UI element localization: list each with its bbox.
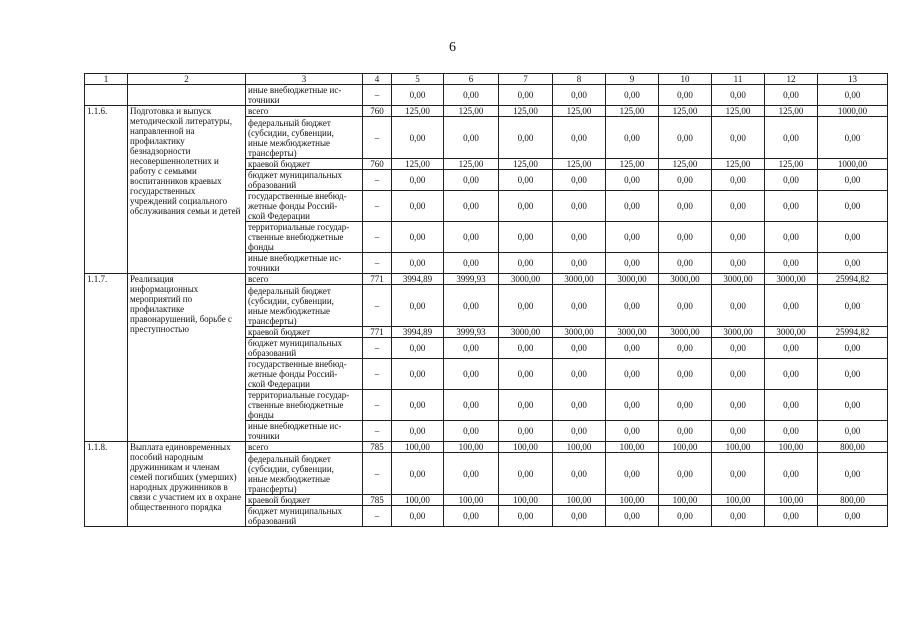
amount-cell: 125,00 — [659, 159, 712, 170]
amount-cell: 3999,93 — [444, 327, 499, 338]
amount-cell: 0,00 — [606, 85, 659, 106]
table-row — [85, 85, 888, 106]
amount-cell: 0,00 — [392, 85, 444, 106]
amount-cell: 0,00 — [553, 170, 606, 191]
amount-cell: 3000,00 — [606, 327, 659, 338]
amount-cell: 125,00 — [712, 159, 765, 170]
amount-cell: 0,00 — [444, 170, 499, 191]
amount-cell: 0,00 — [712, 191, 765, 222]
page-number: 6 — [449, 40, 456, 55]
funding-source: иные внебюджетные ис- точники — [246, 253, 363, 274]
amount-cell: 0,00 — [444, 359, 499, 390]
amount-cell: 125,00 — [765, 159, 818, 170]
amount-cell: 0,00 — [499, 359, 553, 390]
amount-cell: 0,00 — [553, 506, 606, 527]
amount-cell: 0,00 — [444, 453, 499, 495]
amount-cell: 0,00 — [712, 338, 765, 359]
amount-cell: 0,00 — [392, 390, 444, 421]
funding-source: иные внебюджетные ис- точники — [246, 421, 363, 442]
funding-source: федеральный бюджет (субсидии, субвенции, иные межбюджетные трансферты) — [246, 285, 363, 327]
amount-cell: 0,00 — [765, 117, 818, 159]
amount-cell: 3000,00 — [765, 274, 818, 285]
funding-source: краевой бюджет — [246, 159, 363, 170]
amount-cell: 0,00 — [659, 222, 712, 253]
amount-cell: 0,00 — [606, 421, 659, 442]
column-header-10: 10 — [659, 74, 712, 85]
header-row — [85, 74, 888, 85]
column-header-8: 8 — [553, 74, 606, 85]
amount-cell: 0,00 — [818, 390, 888, 421]
amount-cell: 1000,00 — [818, 159, 888, 170]
amount-cell: 125,00 — [553, 159, 606, 170]
amount-cell: 0,00 — [659, 359, 712, 390]
amount-cell: 0,00 — [392, 191, 444, 222]
amount-cell: 100,00 — [499, 442, 553, 453]
amount-cell: 0,00 — [444, 85, 499, 106]
amount-cell: 0,00 — [712, 453, 765, 495]
amount-cell: 0,00 — [553, 359, 606, 390]
funding-source: территориальные государ- ственные внебюджетные фонды — [246, 390, 363, 421]
amount-cell: 0,00 — [444, 253, 499, 274]
amount-cell: 3000,00 — [659, 274, 712, 285]
amount-cell: 0,00 — [553, 421, 606, 442]
amount-cell: 0,00 — [553, 191, 606, 222]
item-name: Выплата единовременных пособий народным дружинникам и членам семей погибших (умерших) народных дружинников в связи с участием их в охране общественного порядка — [128, 442, 246, 527]
amount-cell: 0,00 — [659, 191, 712, 222]
amount-cell: 125,00 — [499, 159, 553, 170]
amount-cell: 0,00 — [553, 253, 606, 274]
amount-cell: 0,00 — [765, 285, 818, 327]
amount-cell: 0,00 — [712, 421, 765, 442]
funding-source: бюджет муниципальных образований — [246, 338, 363, 359]
amount-cell: 0,00 — [659, 421, 712, 442]
amount-cell: 0,00 — [499, 338, 553, 359]
amount-cell: 0,00 — [712, 117, 765, 159]
amount-cell: 0,00 — [712, 506, 765, 527]
amount-cell: 0,00 — [765, 453, 818, 495]
amount-cell: 100,00 — [392, 442, 444, 453]
amount-cell: 0,00 — [606, 359, 659, 390]
amount-cell: 125,00 — [606, 106, 659, 117]
budget-code: 785 — [363, 442, 392, 453]
column-header-11: 11 — [712, 74, 765, 85]
amount-cell: 25994,82 — [818, 327, 888, 338]
amount-cell: 0,00 — [712, 359, 765, 390]
amount-cell: 0,00 — [765, 191, 818, 222]
amount-cell: 0,00 — [499, 285, 553, 327]
amount-cell: 0,00 — [765, 421, 818, 442]
amount-cell: 100,00 — [606, 442, 659, 453]
amount-cell: 800,00 — [818, 495, 888, 506]
column-header-13: 13 — [818, 74, 888, 85]
item-number: 1.1.7. — [85, 274, 128, 442]
item-number: 1.1.6. — [85, 106, 128, 274]
amount-cell: 0,00 — [499, 85, 553, 106]
amount-cell: 0,00 — [392, 338, 444, 359]
amount-cell: 0,00 — [444, 222, 499, 253]
amount-cell: 0,00 — [499, 253, 553, 274]
amount-cell: 0,00 — [392, 253, 444, 274]
amount-cell: 0,00 — [444, 421, 499, 442]
amount-cell: 100,00 — [712, 442, 765, 453]
amount-cell: 0,00 — [499, 191, 553, 222]
amount-cell: 100,00 — [765, 495, 818, 506]
item-name: Подготовка и выпуск методической литературы, направленной на профилактику безнадзорности несовершеннолетних и работу с семьями воспитанников краевых государственных учреждений социального обслуживания семьи и детей — [128, 106, 246, 274]
amount-cell: 0,00 — [659, 506, 712, 527]
amount-cell: 0,00 — [444, 506, 499, 527]
amount-cell: 0,00 — [818, 506, 888, 527]
amount-cell: 3000,00 — [659, 327, 712, 338]
amount-cell: 100,00 — [444, 442, 499, 453]
amount-cell: 0,00 — [818, 85, 888, 106]
amount-cell: 100,00 — [659, 495, 712, 506]
amount-cell: 3000,00 — [712, 274, 765, 285]
amount-cell: 100,00 — [444, 495, 499, 506]
funding-source: иные внебюджетные ис- точники — [246, 85, 363, 106]
funding-source: государственные внебюд- жетные фонды Россий- ской Федерации — [246, 191, 363, 222]
amount-cell: 0,00 — [818, 253, 888, 274]
funding-source: краевой бюджет — [246, 495, 363, 506]
amount-cell: 0,00 — [606, 453, 659, 495]
funding-source: федеральный бюджет (субсидии, субвенции, иные межбюджетные трансферты) — [246, 117, 363, 159]
amount-cell: 0,00 — [499, 453, 553, 495]
amount-cell: 0,00 — [392, 170, 444, 191]
budget-code: – — [363, 85, 392, 106]
amount-cell: 3000,00 — [553, 327, 606, 338]
amount-cell: 0,00 — [765, 222, 818, 253]
amount-cell: 0,00 — [606, 170, 659, 191]
amount-cell: 0,00 — [712, 253, 765, 274]
amount-cell: 0,00 — [818, 421, 888, 442]
amount-cell: 0,00 — [499, 506, 553, 527]
amount-cell: 3994,89 — [392, 274, 444, 285]
amount-cell: 0,00 — [499, 117, 553, 159]
budget-code: 760 — [363, 106, 392, 117]
amount-cell: 0,00 — [659, 253, 712, 274]
column-header-3: 3 — [246, 74, 363, 85]
budget-code: – — [363, 359, 392, 390]
amount-cell: 3000,00 — [712, 327, 765, 338]
amount-cell: 0,00 — [765, 170, 818, 191]
budget-table — [84, 73, 888, 527]
amount-cell: 0,00 — [659, 285, 712, 327]
amount-cell: 0,00 — [606, 338, 659, 359]
column-header-5: 5 — [392, 74, 444, 85]
amount-cell: 1000,00 — [818, 106, 888, 117]
amount-cell: 0,00 — [712, 170, 765, 191]
amount-cell: 0,00 — [659, 390, 712, 421]
amount-cell: 0,00 — [499, 222, 553, 253]
amount-cell: 0,00 — [765, 85, 818, 106]
amount-cell: 3994,89 — [392, 327, 444, 338]
amount-cell: 0,00 — [818, 117, 888, 159]
column-header-2: 2 — [128, 74, 246, 85]
amount-cell: 100,00 — [392, 495, 444, 506]
budget-code: – — [363, 285, 392, 327]
budget-code: – — [363, 170, 392, 191]
amount-cell: 0,00 — [553, 390, 606, 421]
amount-cell: 0,00 — [444, 338, 499, 359]
amount-cell: 3000,00 — [499, 327, 553, 338]
amount-cell: 0,00 — [392, 117, 444, 159]
amount-cell: 125,00 — [444, 106, 499, 117]
amount-cell: 0,00 — [444, 191, 499, 222]
amount-cell: 125,00 — [659, 106, 712, 117]
amount-cell: 125,00 — [392, 159, 444, 170]
budget-code: 771 — [363, 327, 392, 338]
amount-cell: 100,00 — [553, 442, 606, 453]
amount-cell: 0,00 — [765, 390, 818, 421]
funding-source: всего — [246, 106, 363, 117]
amount-cell: 0,00 — [553, 117, 606, 159]
amount-cell: 0,00 — [606, 222, 659, 253]
column-header-4: 4 — [363, 74, 392, 85]
amount-cell: 0,00 — [606, 390, 659, 421]
amount-cell: 125,00 — [444, 159, 499, 170]
amount-cell: 0,00 — [553, 222, 606, 253]
amount-cell: 100,00 — [499, 495, 553, 506]
amount-cell: 0,00 — [606, 285, 659, 327]
amount-cell: 100,00 — [606, 495, 659, 506]
amount-cell: 0,00 — [659, 453, 712, 495]
funding-source: краевой бюджет — [246, 327, 363, 338]
amount-cell: 3999,93 — [444, 274, 499, 285]
budget-code: – — [363, 506, 392, 527]
item-name — [128, 85, 246, 106]
column-header-12: 12 — [765, 74, 818, 85]
column-header-9: 9 — [606, 74, 659, 85]
amount-cell: 125,00 — [606, 159, 659, 170]
amount-cell: 0,00 — [659, 170, 712, 191]
amount-cell: 0,00 — [659, 338, 712, 359]
item-number: 1.1.8. — [85, 442, 128, 527]
amount-cell: 0,00 — [659, 85, 712, 106]
budget-code: – — [363, 421, 392, 442]
amount-cell: 0,00 — [765, 359, 818, 390]
item-number — [85, 85, 128, 106]
budget-code: – — [363, 222, 392, 253]
budget-code: – — [363, 390, 392, 421]
amount-cell: 0,00 — [444, 390, 499, 421]
amount-cell: 0,00 — [818, 453, 888, 495]
budget-code: – — [363, 253, 392, 274]
column-header-1: 1 — [85, 74, 128, 85]
table-row — [85, 442, 888, 453]
amount-cell: 0,00 — [553, 85, 606, 106]
table-row — [85, 274, 888, 285]
amount-cell: 0,00 — [392, 506, 444, 527]
budget-code: – — [363, 338, 392, 359]
amount-cell: 3000,00 — [499, 274, 553, 285]
amount-cell: 125,00 — [499, 106, 553, 117]
amount-cell: 0,00 — [392, 453, 444, 495]
amount-cell: 0,00 — [606, 506, 659, 527]
table-row — [85, 106, 888, 117]
column-header-7: 7 — [499, 74, 553, 85]
amount-cell: 0,00 — [712, 390, 765, 421]
amount-cell: 0,00 — [392, 421, 444, 442]
amount-cell: 0,00 — [765, 506, 818, 527]
amount-cell: 0,00 — [659, 117, 712, 159]
amount-cell: 100,00 — [712, 495, 765, 506]
amount-cell: 125,00 — [392, 106, 444, 117]
amount-cell: 100,00 — [553, 495, 606, 506]
funding-source: всего — [246, 274, 363, 285]
funding-source: всего — [246, 442, 363, 453]
funding-source: бюджет муниципальных образований — [246, 170, 363, 191]
amount-cell: 0,00 — [553, 453, 606, 495]
amount-cell: 0,00 — [553, 338, 606, 359]
amount-cell: 25994,82 — [818, 274, 888, 285]
amount-cell: 0,00 — [392, 285, 444, 327]
funding-source: федеральный бюджет (субсидии, субвенции, иные межбюджетные трансферты) — [246, 453, 363, 495]
budget-code: – — [363, 191, 392, 222]
funding-source: бюджет муниципальных образований — [246, 506, 363, 527]
amount-cell: 100,00 — [659, 442, 712, 453]
amount-cell: 125,00 — [712, 106, 765, 117]
amount-cell: 0,00 — [444, 117, 499, 159]
item-name: Реализация информационных мероприятий по профилактике правонарушений, борьбе с преступностью — [128, 274, 246, 442]
amount-cell: 0,00 — [392, 222, 444, 253]
amount-cell: 0,00 — [818, 285, 888, 327]
amount-cell: 0,00 — [712, 85, 765, 106]
amount-cell: 0,00 — [765, 253, 818, 274]
funding-source: территориальные государ- ственные внебюджетные фонды — [246, 222, 363, 253]
amount-cell: 125,00 — [553, 106, 606, 117]
amount-cell: 0,00 — [499, 390, 553, 421]
amount-cell: 0,00 — [553, 285, 606, 327]
budget-code: – — [363, 117, 392, 159]
amount-cell: 0,00 — [765, 338, 818, 359]
amount-cell: 0,00 — [499, 170, 553, 191]
amount-cell: 0,00 — [818, 359, 888, 390]
amount-cell: 100,00 — [765, 442, 818, 453]
budget-code: 785 — [363, 495, 392, 506]
budget-code: – — [363, 453, 392, 495]
budget-code: 760 — [363, 159, 392, 170]
amount-cell: 3000,00 — [765, 327, 818, 338]
amount-cell: 0,00 — [712, 285, 765, 327]
amount-cell: 0,00 — [444, 285, 499, 327]
amount-cell: 0,00 — [818, 191, 888, 222]
amount-cell: 3000,00 — [606, 274, 659, 285]
amount-cell: 0,00 — [818, 170, 888, 191]
amount-cell: 3000,00 — [553, 274, 606, 285]
amount-cell: 0,00 — [606, 191, 659, 222]
amount-cell: 0,00 — [392, 359, 444, 390]
amount-cell: 0,00 — [606, 253, 659, 274]
amount-cell: 125,00 — [765, 106, 818, 117]
column-header-6: 6 — [444, 74, 499, 85]
budget-code: 771 — [363, 274, 392, 285]
amount-cell: 0,00 — [818, 222, 888, 253]
amount-cell: 0,00 — [606, 117, 659, 159]
amount-cell: 0,00 — [499, 421, 553, 442]
amount-cell: 800,00 — [818, 442, 888, 453]
funding-source: государственные внебюд- жетные фонды Россий- ской Федерации — [246, 359, 363, 390]
amount-cell: 0,00 — [712, 222, 765, 253]
amount-cell: 0,00 — [818, 338, 888, 359]
